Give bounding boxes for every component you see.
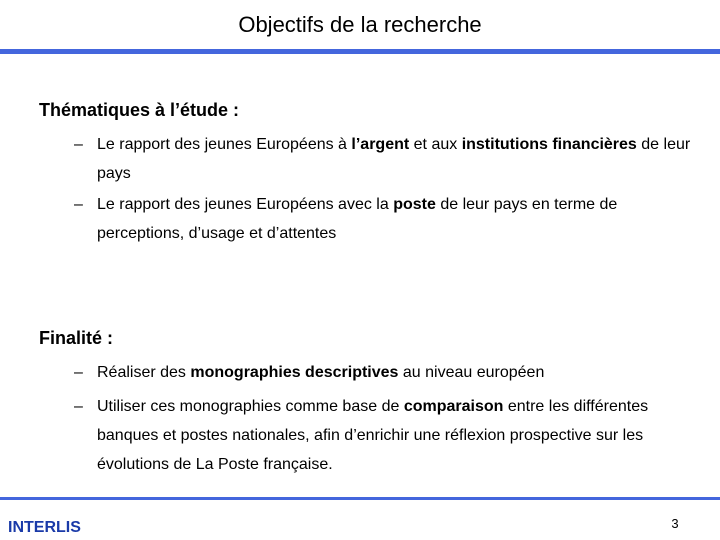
text-run: Réaliser des	[97, 364, 191, 381]
page-number: 3	[671, 516, 679, 531]
emphasis-text: institutions financières	[461, 136, 637, 153]
bullet-item	[74, 190, 694, 248]
bullet-text	[97, 358, 694, 387]
text-run: Le rapport des jeunes Européens avec la	[97, 196, 394, 213]
section-heading-finalite: Finalité :	[39, 328, 114, 348]
text-run: Le rapport des jeunes Européens à	[97, 136, 352, 153]
footer-divider	[0, 497, 720, 500]
text-run: de leur pays en terme de perceptions, d’usage et d’attentes	[97, 196, 618, 242]
text-run: Utiliser ces monographies comme base de	[97, 398, 404, 415]
text-run: entre les différentes banques et postes nationales, afin d’enrichir une réflexion prospective sur les évolutions de La Poste française.	[97, 398, 649, 473]
interlis-logo: INTERLIS	[8, 519, 81, 536]
bullet-text	[97, 130, 694, 188]
bullet-item	[74, 358, 694, 387]
text-run: et aux	[409, 136, 462, 153]
section-heading-thematiques: Thématiques à l’étude :	[39, 100, 240, 120]
bullet-dash: –	[74, 398, 83, 415]
emphasis-text: poste	[393, 196, 436, 213]
bullet-item	[74, 130, 694, 188]
bullet-text	[97, 392, 694, 479]
emphasis-text: monographies descriptives	[190, 364, 399, 381]
bullet-item	[74, 392, 694, 479]
bullet-dash: –	[74, 196, 83, 213]
slide-title: Objectifs de la recherche	[238, 12, 482, 37]
title-divider	[0, 49, 720, 54]
emphasis-text: comparaison	[403, 398, 504, 415]
emphasis-text: l’argent	[351, 136, 410, 153]
text-run: au niveau européen	[398, 364, 545, 381]
bullet-dash: –	[74, 136, 83, 153]
text-run: de leur pays	[97, 136, 691, 182]
bullet-dash: –	[74, 364, 83, 381]
bullet-text	[97, 190, 694, 248]
